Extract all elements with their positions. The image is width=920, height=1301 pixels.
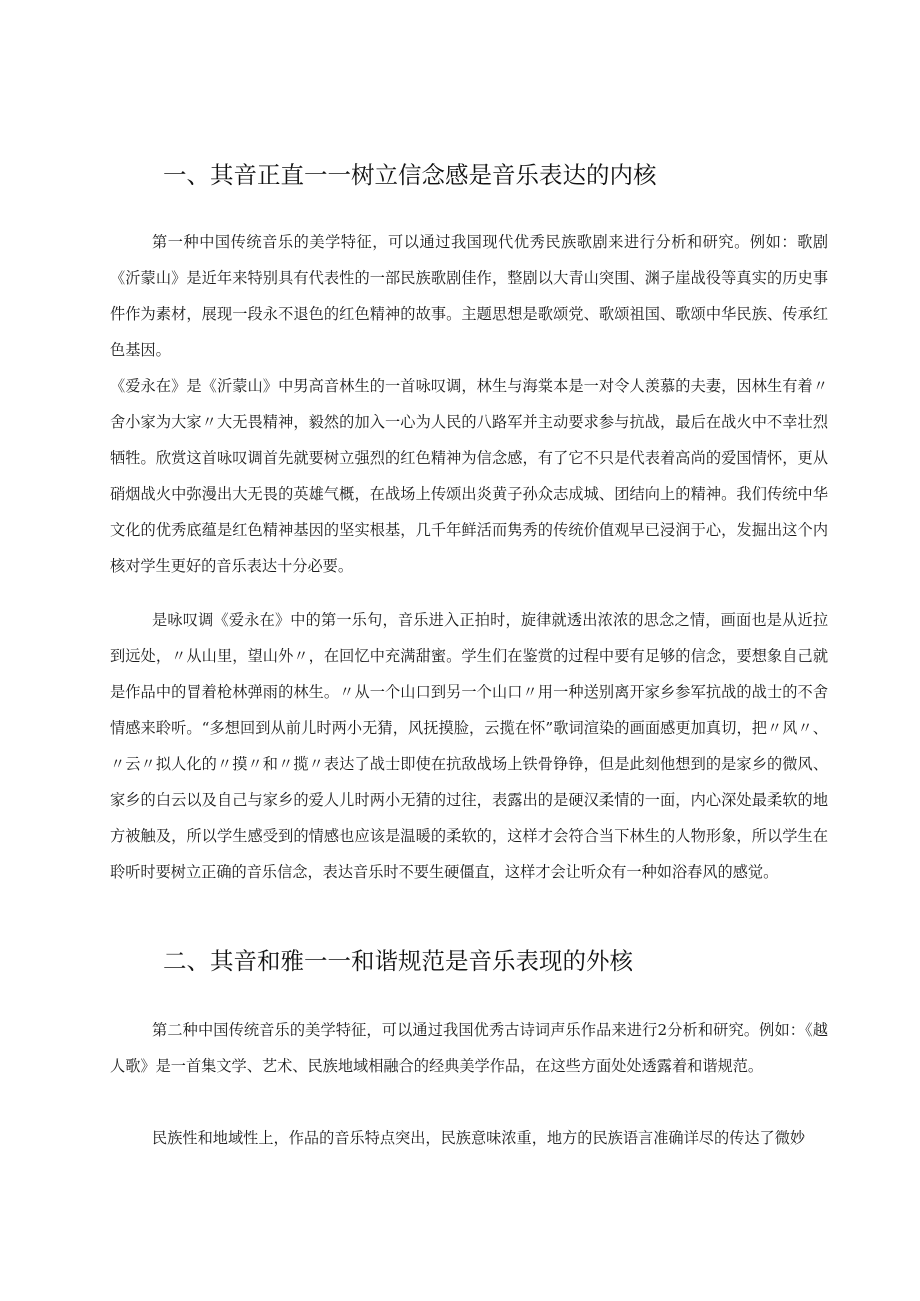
- section-2-paragraph-2: 民族性和地域性上，作品的音乐特点突出，民族意味浓重，地方的民族语言准确详尽的传达了微妙: [152, 1129, 806, 1147]
- section-1-paragraph-3: 是咏叹调《爱永在》中的第一乐句，音乐进入正拍时，旋律就透出浓浓的思念之情，画面也是从近拉到远处，〃从山里，望山外〃，在回忆中充满甜蜜。学生们在鉴赏的过程中要有足够的信念，要想象自己就是作品中的冒着枪林弹雨的林生。〃从一个山口到另一个山口〃用一种送别离开家乡参军抗战的战士的不舍情感来聆听。“多想回到从前儿时两小无猜，风抚摸脸，云揽在怀”歌词渲染的画面感更加真切，把〃风〃、〃云〃拟人化的〃摸〃和〃揽〃表达了战士即使在抗敌战场上铁骨铮铮，但是此刻他想到的是家乡的微风、家乡的白云以及自己与家乡的爱人儿时两小无猜的过往，表露出的是硬汉柔情的一面，内心深处最柔软的地方被触及，所以学生感受到的情感也应该是温暖的柔软的，这样才会符合当下林生的人物形象，所以学生在聆听时要树立正确的音乐信念，表达音乐时不要生硬僵直，这样才会让听众有一种如浴春风的感觉。: [110, 611, 828, 881]
- section-2-heading: 二、其音和雅一一和谐规范是音乐表现的外核: [163, 947, 633, 975]
- section-2-paragraph-1: 第二种中国传统音乐的美学特征，可以通过我国优秀古诗词声乐作品来进行2分析和研究。例如：《越人歌》是一首集文学、艺术、民族地域相融合的经典美学作品，在这些方面处处透露着和谐规范。: [110, 1021, 828, 1075]
- section-1-paragraph-2: 《爱永在》是《沂蒙山》中男高音林生的一首咏叹调，林生与海棠本是一对令人羡慕的夫妻，因林生有着〃舍小家为大家〃大无畏精神，毅然的加入一心为人民的八路军并主动要求参与抗战，最后在战火中不幸壮烈牺牲。欣赏这首咏叹调首先就要树立强烈的红色精神为信念感，有了它不只是代表着高尚的爱国情怀，更从硝烟战火中弥漫出大无畏的英雄气概，在战场上传颂出炎黄子孙众志成城、团结向上的精神。我们传统中华文化的优秀底蕴是红色精神基因的坚实根基，几千年鲜活而隽秀的传统价值观早已浸润于心，发掘出这个内核对学生更好的音乐表达十分必要。: [110, 377, 828, 575]
- section-1-heading: 一、其音正直一一树立信念感是音乐表达的内核: [163, 161, 657, 189]
- section-1-paragraph-1: 第一种中国传统音乐的美学特征，可以通过我国现代优秀民族歌剧来进行分析和研究。例如：歌剧《沂蒙山》是近年来特别具有代表性的一部民族歌剧佳作，整剧以大青山突围、渊子崖战役等真实的历史事件作为素材，展现一段永不退色的红色精神的故事。主题思想是歌颂党、歌颂祖国、歌颂中华民族、传承红色基因。: [110, 233, 828, 359]
